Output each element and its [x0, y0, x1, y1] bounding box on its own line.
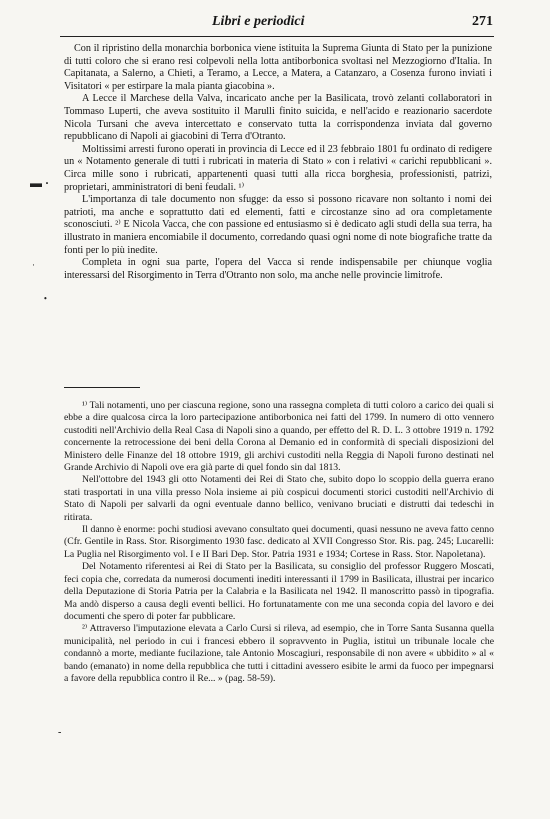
paragraph-4: L'importanza di tale documento non sfugge: da esso si possono ricavare non soltanto i nomi dei patrioti, ma anche e soprattutto dati ed elementi, fatti e circostanze sino ad ora completamente sconosciuti. ²⁾ E Nicola Vacca, che con passione ed entusiasmo si è dedicato agli studi della sua terra, ha illustrato in maniera encomiabile il documento, corredando quasi ogni nome di note biografiche tratte da fonti per lo più inedite. — [64, 194, 492, 256]
footnote-2: ²⁾ Attraverso l'imputazione elevata a Carlo Cursi si rileva, ad esempio, che in Torre Santa Susanna quella municipalità, nel periodo in cui i francesi ebbero il sopravvento in Puglia, istituì un tribunale locale che condannò a morte, mediante fucilazione, tale Antonio Moscagiuri, responsabile di non avere « ubbidito » al « bando (emanato) in nome della repubblica che tutti i cittadini avessero esibite le armi da fuoco per impegnarsi a favore della repubblica contro il Re... » (pag. 58-59). — [64, 623, 494, 684]
footnote-1: ¹⁾ Tali notamenti, uno per ciascuna regione, sono una rassegna completa di tutti coloro a carico dei quali si ebbe a dire qualcosa circa la loro partecipazione antiborbonica nei fatti del 1799. In numero di otto vennero custoditi nell'Archivio della Real Casa di Napoli sino a quando, per effetto del R. D. L. 3 ottobre 1919 n. 1792 concernente la retrocessione dei beni della Corona al Demanio ed in conformità di speciali disposizioni del Ministero delle Finanze del 18 ottobre 1919, gli archivi custoditi nella Reggia di Napoli furono destinati nel Grande Archivio di Napoli ove era già parte di quel fondo sin dal 1813. — [64, 400, 494, 474]
paragraph-2: A Lecce il Marchese della Valva, incaricato anche per la Basilicata, trovò zelanti collaboratori in Tommaso Luperti, che aveva sostituito il Marulli finito suicida, e nell'acido e reazionario sacerdote Nicola Tursani che aveva intercettato e conservato tutta la corrispondenza inviata dal governo repubblicano di Napoli ai giacobini di Terra d'Otranto. — [64, 93, 492, 143]
margin-mark-icon: ▬ · — [30, 176, 50, 190]
main-text — [64, 43, 492, 282]
page-number: 271 — [472, 14, 493, 29]
margin-dot-icon: • — [44, 294, 47, 303]
margin-tick-icon: - — [58, 727, 62, 738]
footnote-1-continued-c: Del Notamento riferentesi ai Rei di Stato per la Basilicata, su consiglio del professor Ruggero Moscati, feci copia che, corredata da numerosi documenti inediti interessanti il 1799 in Basilicata, illustrai per incarico della Deputazione di Storia Patria per la Calabria e la Basilicata nel 1942. Il manoscritto passò in tipografia. Ma andò disperso a causa degli eventi bellici. Ho fortunatamente con me una seconda copia del lavoro e dei documenti che spero di poter far pubblicare. — [64, 561, 494, 622]
footnote-rule — [64, 387, 140, 388]
paragraph-3: Moltissimi arresti furono operati in provincia di Lecce ed il 23 febbraio 1801 fu ordinato di redigere un « Notamento generale di tutti i rubricati in materia di Stato » con i relativi « carichi repubblicani ». Circa mille sono i rubricati, appartenenti quasi tutti alla ricca borghesia, professionisti, patrizi, proprietari, amministratori di beni feudali. ¹⁾ — [64, 143, 492, 193]
paragraph-5: Completa in ogni sua parte, l'opera del Vacca si rende indispensabile per chiunque voglia interessarsi del Risorgimento in Terra d'Otranto non solo, ma anche nelle provincie limitrofe. — [64, 257, 492, 281]
footnote-1-continued-a: Nell'ottobre del 1943 gli otto Notamenti dei Rei di Stato che, subito dopo lo scoppio della guerra erano stati trasportati in una villa presso Nola insieme ai più cospicui documenti storici custoditi nell'Archivio di Stato di Napoli per salvarli da ogni eventuale danno bellico, venivano bruciati e distrutti dai tedeschi in ritirata. — [64, 474, 494, 523]
header-rule — [60, 36, 494, 37]
margin-dot-icon: · — [32, 260, 35, 270]
running-title: Libri e periodici — [212, 14, 305, 29]
footnote-1-continued-b: Il danno è enorme: pochi studiosi avevano consultato quei documenti, quasi nessuno ne aveva fatto cenno (Cfr. Gentile in Rass. Stor. Risorgimento 1930 fasc. dedicato al XVII Congresso Stor. Ris. pag. 245; Lucarelli: La Puglia nel Risorgimento vol. I e II Bari Dep. Stor. Patria 1931 e 1934; Cortese in Rass. Stor. Napoletana). — [64, 524, 494, 560]
paragraph-1: Con il ripristino della monarchia borbonica viene istituita la Suprema Giunta di Stato per la punizione di tutti coloro che si erano resi colpevoli nella lotta antiborbonica svoltasi nel Mezzogiorno d'Italia. In Capitanata, a Salerno, a Chieti, a Teramo, a Lecce, a Matera, a Catanzaro, a Cosenza furono inviati i Visitatori « per estirpare la mala pianta giacobina ». — [64, 43, 492, 92]
footnotes — [64, 400, 494, 685]
page-header — [60, 12, 493, 34]
